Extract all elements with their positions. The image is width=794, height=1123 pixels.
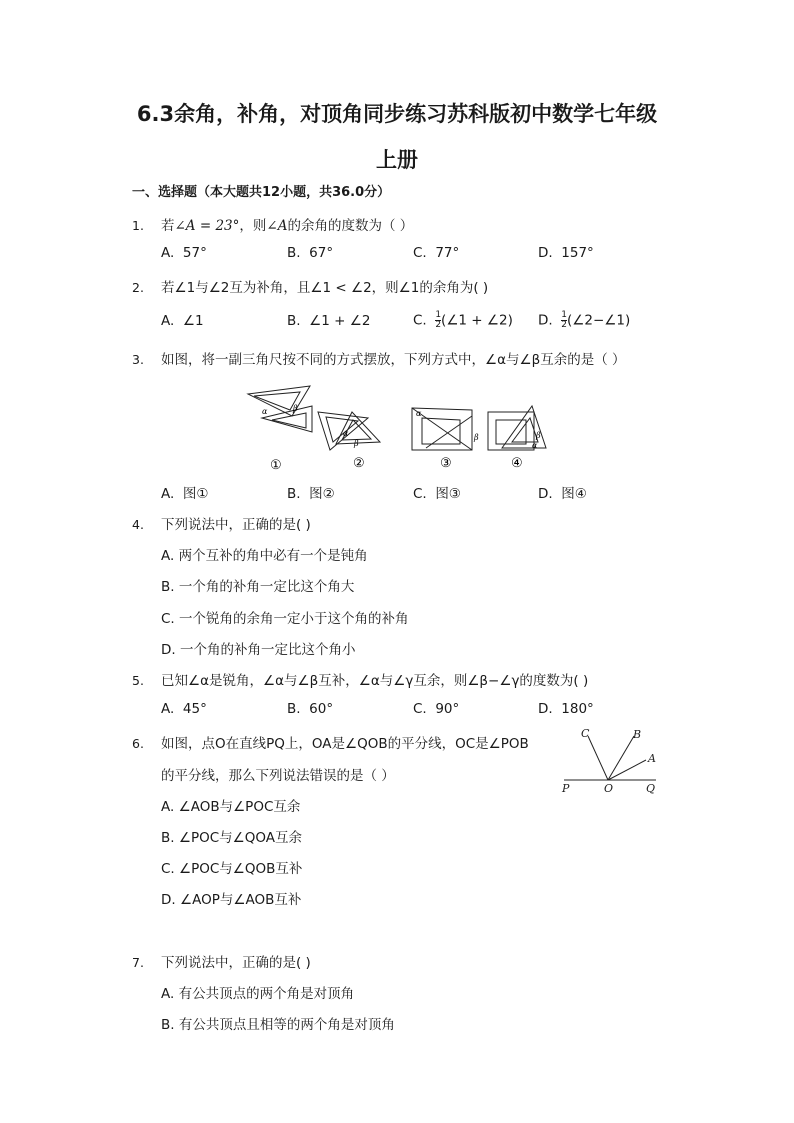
question-stem-line1: 如图，点O在直线PQ上，OA是∠QOB的平分线，OC是∠POB bbox=[161, 736, 529, 752]
alpha-label: α bbox=[343, 429, 349, 438]
question-number: 1. bbox=[132, 218, 144, 233]
option-a[interactable]: A. 57° bbox=[161, 245, 207, 261]
beta-label: β bbox=[354, 439, 359, 448]
document-title-line1: 6.3余角，补角，对顶角同步练习苏科版初中数学七年级 bbox=[136, 102, 658, 126]
question-stem: 下列说法中，正确的是( ) bbox=[161, 517, 311, 533]
option-b[interactable]: B. 有公共顶点且相等的两个角是对顶角 bbox=[161, 1017, 395, 1033]
option-a[interactable]: A. ∠AOB与∠POC互余 bbox=[161, 799, 301, 815]
fraction: $\frac{1}{2}$ bbox=[561, 310, 568, 330]
figure-label-1: ① bbox=[270, 458, 282, 473]
question-stem: 已知∠α是锐角，∠α与∠β互补，∠α与∠γ互余，则∠β−∠γ的度数为( ) bbox=[161, 673, 589, 689]
option-c[interactable]: C. $\frac{1}{2}$ (∠1 + ∠2) bbox=[413, 310, 513, 330]
point-c-label: C bbox=[581, 727, 590, 740]
figure-label-3: ③ bbox=[440, 456, 452, 471]
figure-2-drawing bbox=[318, 412, 380, 450]
option-d[interactable]: D. $\frac{1}{2}$ (∠2−∠1) bbox=[538, 310, 631, 330]
question-number: 3. bbox=[132, 352, 144, 367]
option-b[interactable]: B. 图② bbox=[287, 486, 335, 502]
option-c[interactable]: C. 90° bbox=[413, 701, 460, 717]
option-d[interactable]: D. 图④ bbox=[538, 486, 587, 502]
option-b[interactable]: B. 60° bbox=[287, 701, 334, 717]
question-number: 4. bbox=[132, 517, 144, 532]
point-b-label: B bbox=[633, 728, 642, 741]
option-d[interactable]: D. 180° bbox=[538, 701, 594, 717]
option-a[interactable]: A. ∠1 bbox=[161, 313, 204, 329]
option-a[interactable]: A. 有公共顶点的两个角是对顶角 bbox=[161, 986, 355, 1002]
beta-label: β bbox=[293, 404, 298, 413]
alpha-label: α bbox=[532, 441, 538, 450]
option-b[interactable]: B. ∠POC与∠QOA互余 bbox=[161, 830, 303, 846]
option-a[interactable]: A. 两个互补的角中必有一个是钝角 bbox=[161, 548, 368, 564]
point-o-label: O bbox=[604, 782, 614, 795]
section-heading: 一、选择题（本大题共12小题，共36.0分） bbox=[132, 185, 391, 200]
option-a[interactable]: A. 45° bbox=[161, 701, 207, 717]
point-a-label: A bbox=[648, 752, 656, 765]
option-d[interactable]: D. 一个角的补角一定比这个角小 bbox=[161, 642, 356, 658]
document-title-line2: 上册 bbox=[376, 148, 418, 172]
option-d[interactable]: D. 157° bbox=[538, 245, 594, 261]
option-c[interactable]: C. 一个锐角的余角一定小于这个角的补角 bbox=[161, 611, 409, 627]
question-number: 2. bbox=[132, 280, 144, 295]
set-square-figures bbox=[240, 380, 560, 475]
figure-label-4: ④ bbox=[511, 456, 523, 471]
question-stem: 若∠1与∠2互为补角，且∠1 < ∠2，则∠1的余角为( ) bbox=[161, 280, 489, 296]
point-p-label: P bbox=[562, 782, 570, 795]
option-d[interactable]: D. ∠AOP与∠AOB互补 bbox=[161, 892, 302, 908]
question-stem-line2: 的平分线，那么下列说法错误的是（ ） bbox=[161, 768, 395, 784]
question-number: 6. bbox=[132, 736, 144, 751]
fraction: $\frac{1}{2}$ bbox=[435, 310, 442, 330]
angle-bisector-figure bbox=[556, 722, 668, 798]
option-c[interactable]: C. 77° bbox=[413, 245, 460, 261]
question-stem: 如图，将一副三角尺按不同的方式摆放，下列方式中，∠α与∠β互余的是（ ） bbox=[161, 352, 626, 368]
alpha-label: α bbox=[262, 407, 268, 416]
figure-1-drawing bbox=[248, 386, 312, 432]
option-c[interactable]: C. ∠POC与∠QOB互补 bbox=[161, 861, 303, 877]
option-b[interactable]: B. 一个角的补角一定比这个角大 bbox=[161, 579, 355, 595]
alpha-label: α bbox=[416, 409, 422, 418]
option-c[interactable]: C. 图③ bbox=[413, 486, 461, 502]
figure-label-2: ② bbox=[353, 456, 365, 471]
option-b[interactable]: B. ∠1 + ∠2 bbox=[287, 313, 371, 329]
option-a[interactable]: A. 图① bbox=[161, 486, 209, 502]
beta-label: β bbox=[536, 431, 541, 440]
question-number: 5. bbox=[132, 673, 144, 688]
point-q-label: Q bbox=[646, 782, 656, 795]
beta-label: β bbox=[474, 433, 479, 442]
question-number: 7. bbox=[132, 955, 144, 970]
question-stem: 下列说法中，正确的是( ) bbox=[161, 955, 311, 971]
option-b[interactable]: B. 67° bbox=[287, 245, 334, 261]
question-stem: 若∠A = 23°，则∠A的余角的度数为（ ） bbox=[161, 218, 414, 234]
